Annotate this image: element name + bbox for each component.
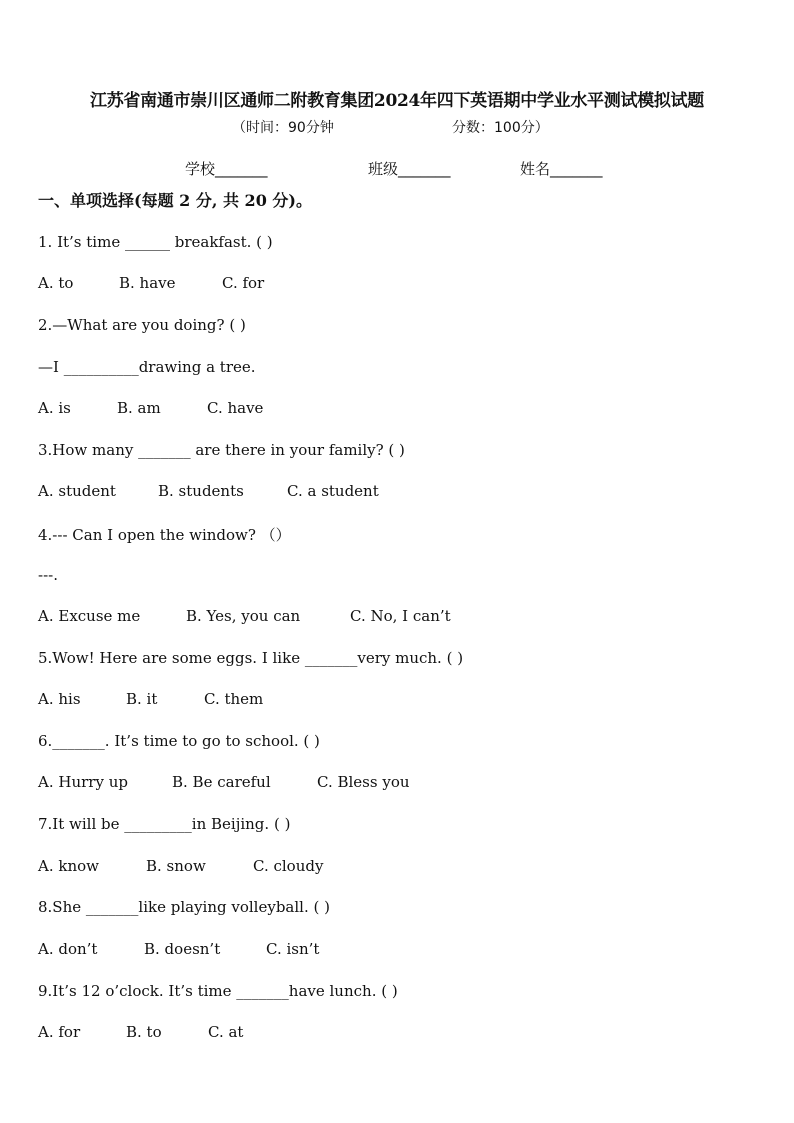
question-9-stem: 9.It’s 12 o’clock. It’s time _______have lunch. ( ) xyxy=(38,982,398,1000)
section-heading: 一、单项选择(每题 2 分, 共 20 分)。 xyxy=(38,191,312,210)
class-field[interactable]: 班级_______ xyxy=(368,160,451,178)
option-c[interactable]: C. have xyxy=(207,399,264,417)
option-c[interactable]: C. isn’t xyxy=(266,940,320,958)
question-2-options xyxy=(38,399,738,421)
option-a[interactable]: A. Hurry up xyxy=(38,773,128,791)
question-3-stem: 3.How many _______ are there in your family? ( ) xyxy=(38,441,405,459)
question-1-stem: 1. It’s time ______ breakfast. ( ) xyxy=(38,233,273,251)
student-fields xyxy=(0,158,794,180)
question-7-stem: 7.It will be _________in Beijing. ( ) xyxy=(38,815,291,833)
option-a[interactable]: A. know xyxy=(38,857,99,875)
option-a[interactable]: A. his xyxy=(38,690,81,708)
option-b[interactable]: B. snow xyxy=(146,857,206,875)
option-b[interactable]: B. doesn’t xyxy=(144,940,221,958)
option-c[interactable]: C. a student xyxy=(287,482,379,500)
exam-info xyxy=(0,117,794,137)
question-4-options xyxy=(38,607,738,629)
option-a[interactable]: A. is xyxy=(38,399,71,417)
option-c[interactable]: C. them xyxy=(204,690,264,708)
question-1-options xyxy=(38,274,738,296)
option-a[interactable]: A. student xyxy=(38,482,116,500)
question-5-stem: 5.Wow! Here are some eggs. I like _______very much. ( ) xyxy=(38,649,464,667)
question-7-options xyxy=(38,857,738,879)
question-5-options xyxy=(38,690,738,712)
option-b[interactable]: B. Yes, you can xyxy=(186,607,301,625)
question-6-stem: 6._______. It’s time to go to school. ( ) xyxy=(38,732,320,750)
school-field[interactable]: 学校_______ xyxy=(185,160,268,178)
option-b[interactable]: B. have xyxy=(119,274,176,292)
question-6-options xyxy=(38,773,738,795)
option-c[interactable]: C. No, I can’t xyxy=(350,607,451,625)
question-9-options xyxy=(38,1023,738,1045)
option-a[interactable]: A. for xyxy=(38,1023,81,1041)
option-b[interactable]: B. am xyxy=(117,399,161,417)
option-b[interactable]: B. it xyxy=(126,690,158,708)
option-c[interactable]: C. cloudy xyxy=(253,857,324,875)
question-4-stem: 4.--- Can I open the window? （） xyxy=(38,526,291,544)
option-c[interactable]: C. for xyxy=(222,274,265,292)
name-field[interactable]: 姓名_______ xyxy=(520,160,603,178)
option-a[interactable]: A. to xyxy=(38,274,74,292)
option-c[interactable]: C. Bless you xyxy=(317,773,410,791)
option-a[interactable]: A. don’t xyxy=(38,940,98,958)
option-b[interactable]: B. to xyxy=(126,1023,162,1041)
question-2-answer-line: —I __________drawing a tree. xyxy=(38,358,256,376)
exam-score: 分数：100分） xyxy=(452,120,549,136)
option-a[interactable]: A. Excuse me xyxy=(38,607,141,625)
question-3-options xyxy=(38,482,738,504)
option-b[interactable]: B. Be careful xyxy=(172,773,271,791)
question-2-stem: 2.—What are you doing? ( ) xyxy=(38,316,246,334)
exam-title: 江苏省南通市崇川区通师二附教育集团2024年四下英语期中学业水平测试模拟试题 xyxy=(90,91,704,111)
question-8-options xyxy=(38,940,738,962)
question-8-stem: 8.She _______like playing volleyball. ( ) xyxy=(38,898,330,916)
option-c[interactable]: C. at xyxy=(208,1023,244,1041)
option-b[interactable]: B. students xyxy=(158,482,244,500)
exam-time: （时间：90分钟 xyxy=(232,120,334,136)
question-4-answer-line: ---. xyxy=(38,566,58,584)
